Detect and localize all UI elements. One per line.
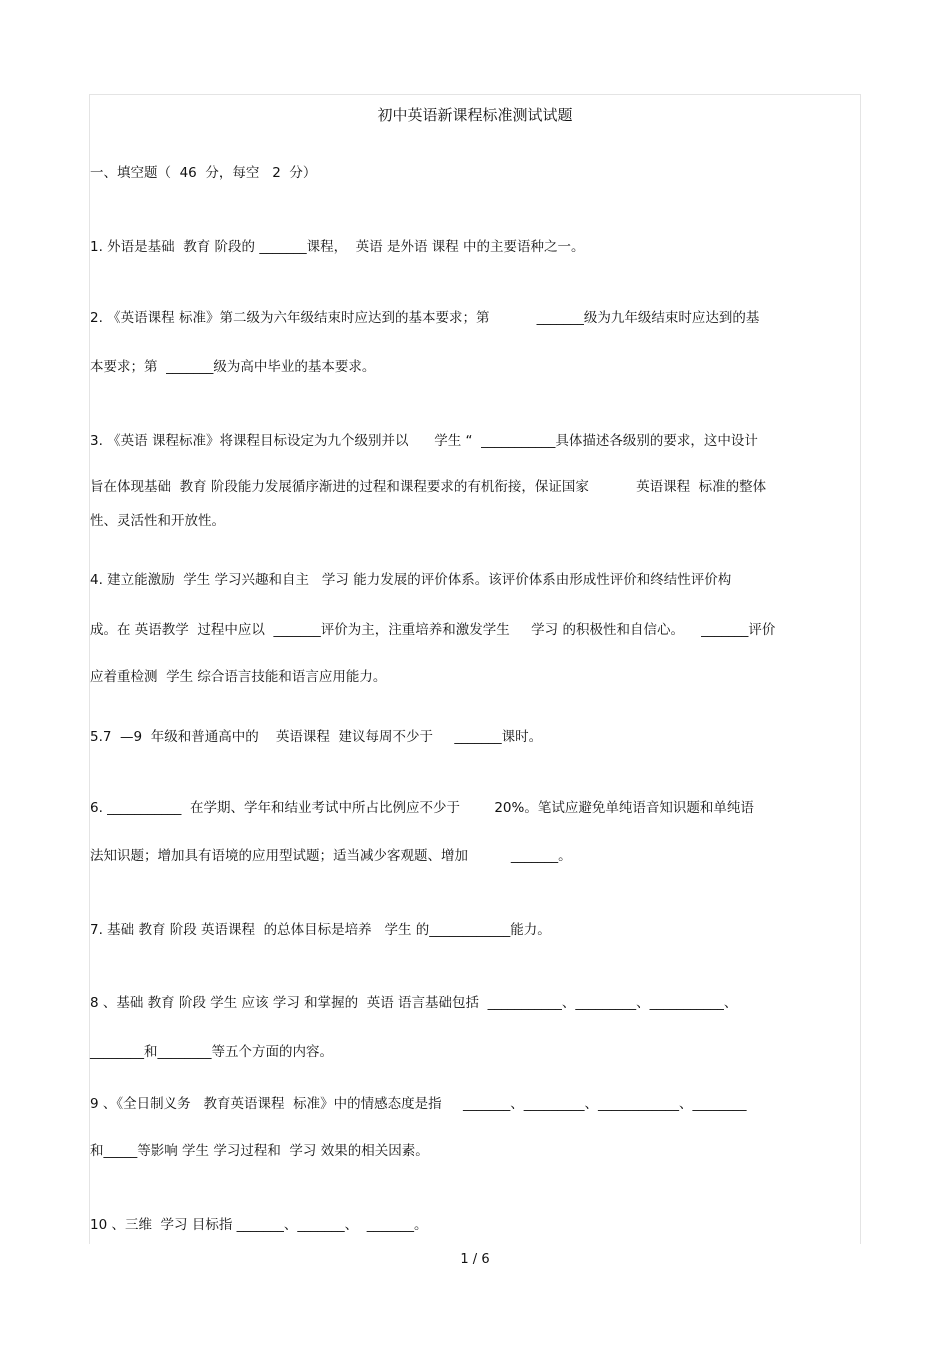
question-line-16: 9 、《全日制义务 教育英语课程 标准》中的情感态度是指 _______、_________、____________、________ (90, 1096, 747, 1112)
question-line-10: 5.7 —9 年级和普通高中的 英语课程 建议每周不少于 _______课时。 (90, 729, 543, 745)
section-heading: 一、填空题（ 46 分，每空 2 分） (90, 165, 317, 181)
question-line-18: 10 、三维 学习 目标指 _______、_______、 _______。 (90, 1217, 428, 1233)
question-line-9: 应着重检测 学生 综合语言技能和语言应用能力。 (90, 669, 387, 685)
question-line-14: 8 、基础 教育 阶段 学生 应该 学习 和掌握的 英语 语言基础包括 ___________、_________、___________、 (90, 995, 738, 1011)
question-line-6: 性、灵活性和开放性。 (90, 513, 225, 529)
page-number: 1 / 6 (460, 1252, 490, 1267)
question-line-17: 和_____等影响 学生 学习过程和 学习 效果的相关因素。 (90, 1143, 429, 1159)
question-line-2: 2. 《英语课程 标准》第二级为六年级结束时应达到的基本要求；第 _______级为九年级结束时应达到的基 (90, 310, 760, 326)
question-line-5: 旨在体现基础 教育 阶段能力发展循序渐进的过程和课程要求的有机衔接，保证国家 英语课程 标准的整体 (90, 479, 767, 495)
question-line-4: 3. 《英语 课程标准》将课程目标设定为九个级别并以 学生 “ ___________具体描述各级别的要求，这中设计 (90, 433, 758, 449)
question-line-3: 本要求；第 _______级为高中毕业的基本要求。 (90, 359, 376, 375)
question-line-13: 7. 基础 教育 阶段 英语课程 的总体目标是培养 学生 的____________能力。 (90, 922, 551, 938)
question-line-7: 4. 建立能激励 学生 学习兴趣和自主 学习 能力发展的评价体系。该评价体系由形成性评价和终结性评价构 (90, 572, 732, 588)
question-line-12: 法知识题；增加具有语境的应用型试题；适当减少客观题、增加 _______。 (90, 848, 572, 864)
question-line-15: ________和________等五个方面的内容。 (90, 1044, 333, 1060)
document-title: 初中英语新课程标准测试试题 (377, 106, 573, 124)
question-line-11: 6. ___________ 在学期、学年和结业考试中所占比例应不少于 20%。笔试应避免单纯语音知识题和单纯语 (90, 800, 754, 816)
question-line-1: 1. 外语是基础 教育 阶段的 _______课程， 英语 是外语 课程 中的主要语种之一。 (90, 239, 585, 255)
question-line-8: 成。在 英语教学 过程中应以 _______评价为主，注重培养和激发学生 学习 的积极性和自信心。 _______评价 (90, 622, 776, 638)
